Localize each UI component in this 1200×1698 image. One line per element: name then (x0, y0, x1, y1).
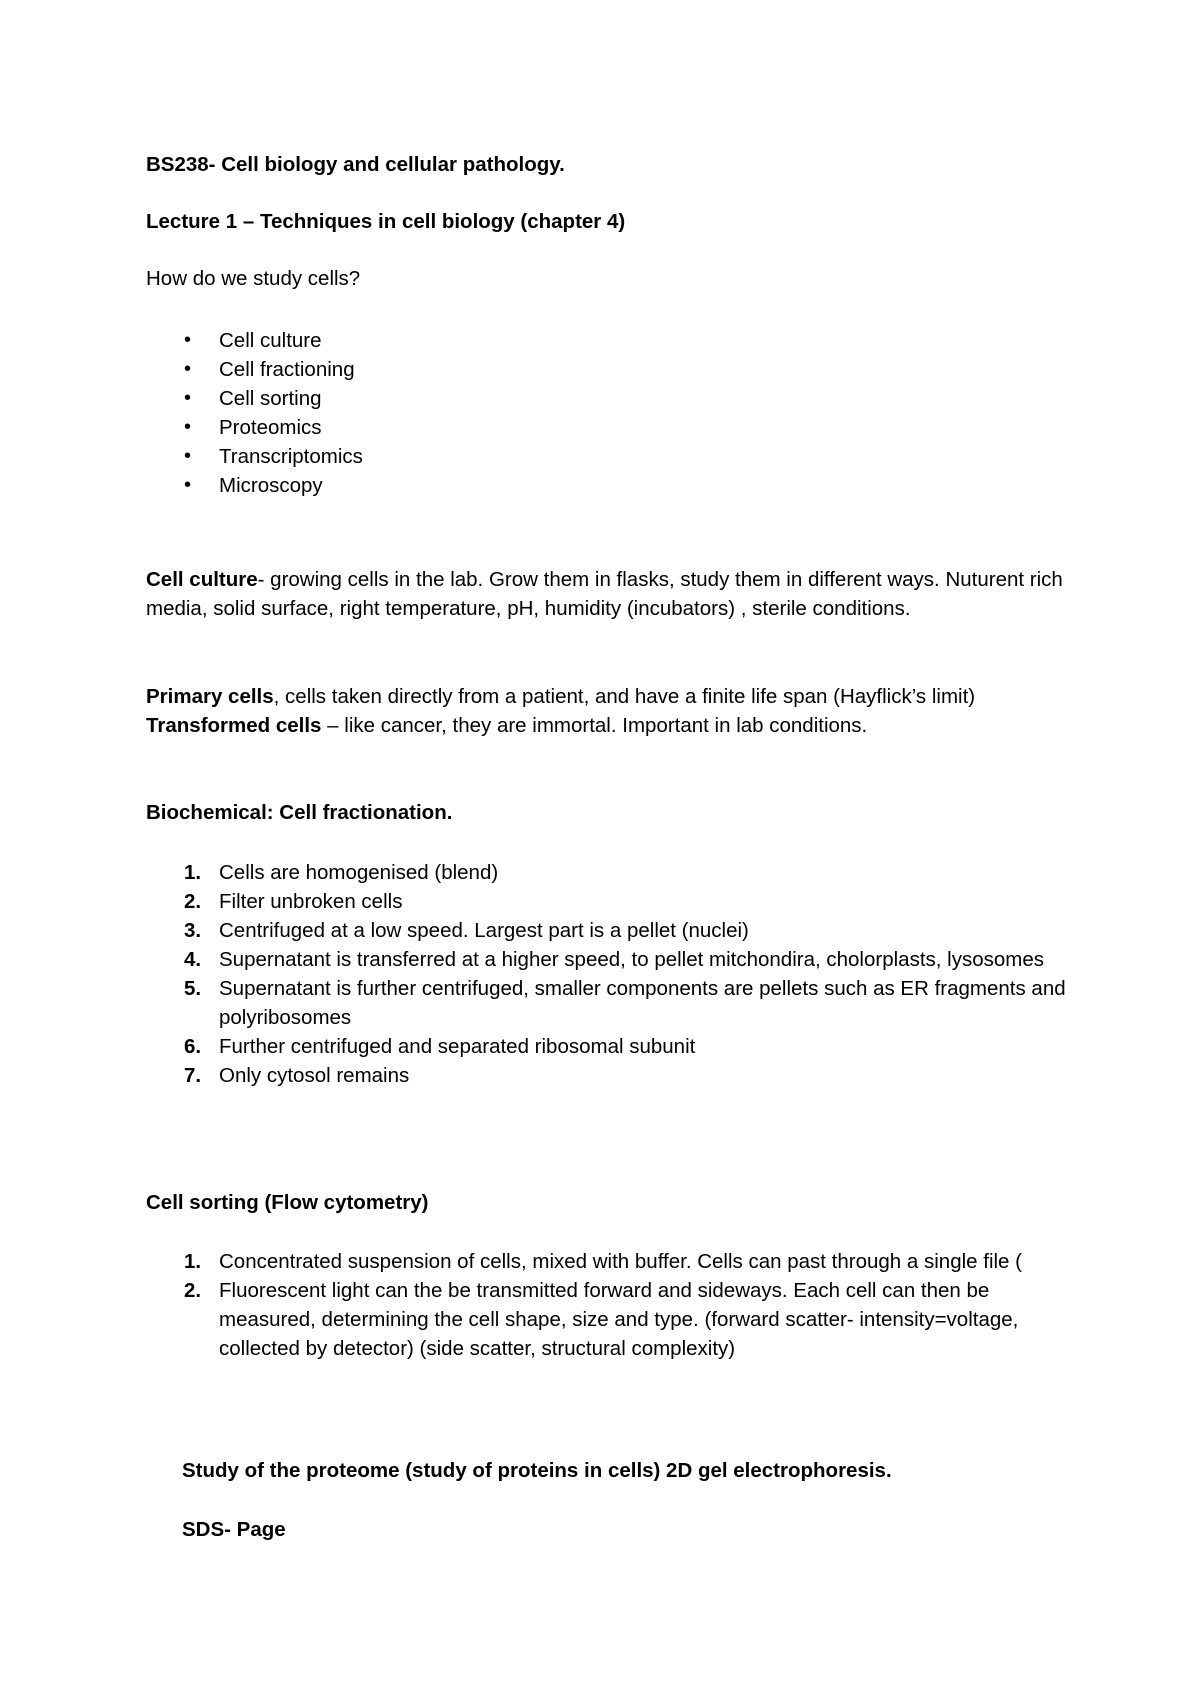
cell-culture-paragraph (146, 565, 1086, 623)
list-item (146, 1032, 1086, 1061)
list-item: • Cell culture (146, 326, 1086, 355)
transformed-cells-line (146, 711, 1086, 740)
cell-sorting-heading: Cell sorting (Flow cytometry) (146, 1191, 429, 1214)
step-number: 2. (184, 890, 202, 913)
step-number: 5. (184, 977, 202, 1000)
list-item: • Cell fractioning (146, 355, 1086, 384)
list-item (146, 1061, 1086, 1090)
step-text: Filter unbroken cells (219, 890, 403, 913)
cell-types-paragraph (146, 682, 1086, 740)
list-item: • Microscopy (146, 471, 1086, 500)
list-item (146, 858, 1086, 887)
primary-cells-text: , cells taken directly from a patient, and have a finite life span (Hayflick’s limit) (273, 685, 976, 708)
list-item (146, 974, 1086, 1032)
list-item (146, 1247, 1086, 1276)
question-text: How do we study cells? (146, 267, 361, 290)
step-text: Cells are homogenised (blend) (219, 861, 499, 884)
fractionation-steps (146, 858, 1086, 1090)
step-text: Centrifuged at a low speed. Largest part is a pellet (nuclei) (219, 919, 749, 942)
list-item: • Transcriptomics (146, 442, 1086, 471)
list-item (146, 1276, 1086, 1363)
cell-culture-term: Cell culture (146, 568, 258, 591)
transformed-cells-term: Transformed cells (146, 714, 322, 737)
step-number: 7. (184, 1064, 202, 1087)
list-item: • Proteomics (146, 413, 1086, 442)
step-text: Fluorescent light can the be transmitted forward and sideways. Each cell can then be measured, determining the cell shape, size and type. (forward scatter- intensity=voltage, collected by detector) (side scatter, structural complexity) (219, 1279, 1019, 1360)
lecture-heading: Lecture 1 – Techniques in cell biology (chapter 4) (146, 210, 626, 233)
step-text: Further centrifuged and separated ribosomal subunit (219, 1035, 696, 1058)
list-item (146, 887, 1086, 916)
transformed-cells-text: – like cancer, they are immortal. Important in lab conditions. (321, 714, 868, 737)
proteome-heading: Study of the proteome (study of proteins in cells) 2D gel electrophoresis. (182, 1459, 892, 1482)
document-title: BS238- Cell biology and cellular pathology. (146, 153, 565, 176)
step-text: Concentrated suspension of cells, mixed with buffer. Cells can past through a single file ( (219, 1250, 1022, 1273)
list-item (146, 916, 1086, 945)
list-item (146, 945, 1086, 974)
step-number: 3. (184, 919, 202, 942)
step-text: Only cytosol remains (219, 1064, 410, 1087)
step-number: 6. (184, 1035, 202, 1058)
primary-cells-line (146, 682, 1086, 711)
sds-page-heading: SDS- Page (182, 1518, 286, 1541)
step-number: 1. (184, 1250, 202, 1273)
cell-sorting-steps (146, 1247, 1086, 1363)
fractionation-heading: Biochemical: Cell fractionation. (146, 801, 453, 824)
step-text: Supernatant is transferred at a higher speed, to pellet mitchondira, cholorplasts, lysosomes (219, 948, 1044, 971)
step-number: 2. (184, 1279, 202, 1302)
step-number: 1. (184, 861, 202, 884)
step-text: Supernatant is further centrifuged, smaller components are pellets such as ER fragments and polyribosomes (219, 977, 1066, 1029)
list-item: • Cell sorting (146, 384, 1086, 413)
primary-cells-term: Primary cells (146, 685, 274, 708)
methods-list (146, 326, 1086, 500)
cell-culture-text: - growing cells in the lab. Grow them in flasks, study them in different ways. Nuturent rich media, solid surface, right temperature, pH, humidity (incubators) , sterile conditions. (146, 568, 1063, 620)
step-number: 4. (184, 948, 202, 971)
